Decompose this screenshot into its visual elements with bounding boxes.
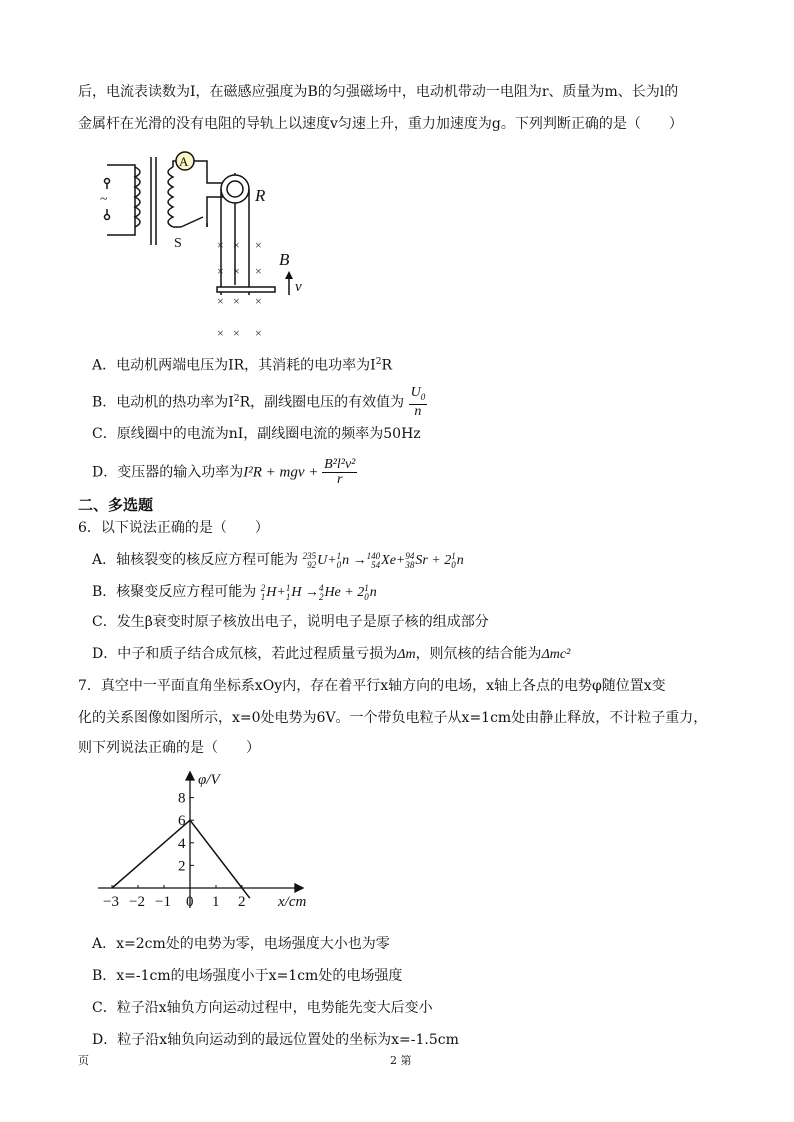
q7-stem-line2: 化的关系图像如图所示，x=0处电势为6V。一个带负电粒子从x=1cm处由静止释放，不计粒子重力， (78, 710, 708, 726)
x-tick-label: 2 (238, 894, 246, 910)
svg-text:×: × (255, 294, 262, 308)
ammeter-label: A (179, 154, 189, 169)
svg-text:×: × (217, 294, 224, 308)
potential-chart (90, 768, 330, 918)
x-tick-label: 0 (186, 894, 194, 910)
svg-text:×: × (255, 238, 262, 252)
x-axis-arrow (295, 884, 303, 892)
q6-option-a[interactable]: A．轴核裂变的核反应方程可能为 235 92 U+ 1 0 n → 140 54 Xe+ 94 38 Sr + 2 1 0 n (92, 550, 464, 570)
svg-text:×: × (217, 238, 224, 252)
source-label: ~ (100, 192, 108, 207)
x-tick-label: −2 (129, 894, 145, 910)
x-tick-label: 1 (212, 894, 220, 910)
circuit-diagram (95, 145, 315, 345)
y-tick-label: 6 (178, 813, 186, 830)
q5-intro-line1: 后，电流表读数为I，在磁感应强度为B的匀强磁场中，电动机带动一电阻为r、质量为m、长为l的 (78, 84, 679, 100)
q5-option-c[interactable]: C．原线圈中的电流为nI，副线圈电流的频率为50Hz (92, 426, 421, 442)
q5-intro-line2: 金属杆在光滑的没有电阻的导轨上以速度v匀速上升，重力加速度为g。下列判断正确的是（ ） (78, 116, 683, 132)
q6-option-b[interactable]: B．核聚变反应方程可能为 2 1 H+ 1 1 H → 4 2 He + 2 1 0 n (92, 582, 377, 602)
q7-option-a[interactable]: A．x=2cm处的电势为零，电场强度大小也为零 (92, 936, 390, 952)
q7-stem-line1: 7．真空中一平面直角坐标系xOy内，存在着平行x轴方向的电场，x轴上各点的电势φ随位置x变 (78, 678, 666, 694)
motor-label: R (255, 186, 266, 205)
field-label: B (279, 250, 290, 269)
y-tick-label: 4 (178, 835, 186, 852)
q6-option-d[interactable]: D．中子和质子结合成氘核，若此过程质量亏损为Δm，则氘核的结合能为Δmc² (92, 646, 571, 662)
svg-text:×: × (255, 264, 262, 278)
svg-text:×: × (233, 326, 240, 340)
svg-text:×: × (233, 264, 240, 278)
x-tick-label: −3 (103, 894, 119, 910)
q6-stem: 6．以下说法正确的是（ ） (78, 520, 269, 536)
svg-text:×: × (255, 326, 262, 340)
x-axis-label: x/cm (278, 894, 307, 910)
q5-option-d[interactable]: D．变压器的输入功率为I²R + mgv + $\frac{\text{B²l²v²}}{r}$ (92, 457, 356, 487)
y-axis-arrow (186, 772, 194, 780)
q7-stem-line3: 则下列说法正确的是（ ） (78, 740, 260, 756)
q5-option-b[interactable]: B．电动机的热功率为$I^2R$，副线圈电压的有效值为 $\frac{U_0}{n}$ (92, 385, 426, 419)
svg-text:×: × (217, 264, 224, 278)
q7-option-b[interactable]: B．x=-1cm的电场强度小于x=1cm处的电场强度 (92, 968, 403, 984)
fusion-equation: 2 1 H+ 1 1 H → 4 2 He + 2 1 0 n (260, 582, 377, 602)
q5-option-a[interactable]: A．电动机两端电压为IR，其消耗的电功率为$I^2R$ (92, 357, 392, 374)
power-fraction: $\frac{\text{B²l²v²}}{r}$ (324, 457, 356, 487)
y-axis-label: φ/V (198, 772, 220, 788)
q7-option-d[interactable]: D．粒子沿x轴负向运动到的最远位置处的坐标为x=-1.5cm (92, 1032, 459, 1048)
svg-text:×: × (233, 294, 240, 308)
q7-option-c[interactable]: C．粒子沿x轴负方向运动过程中，电势能先变大后变小 (92, 1000, 433, 1016)
footer-left: 页 (78, 1054, 89, 1067)
svg-text:×: × (233, 238, 240, 252)
velocity-label: v (295, 279, 302, 295)
svg-text:×: × (217, 326, 224, 340)
y-tick-label: 2 (178, 858, 186, 875)
section-title: 二、多选题 (78, 496, 154, 514)
fission-equation: 235 92 U+ 1 0 n → 140 54 Xe+ 94 38 Sr + 2 1 0 n (302, 550, 464, 570)
footer-page-number: 2 第 (390, 1054, 412, 1067)
voltage-fraction: $\frac{U_0}{n}$ (410, 385, 426, 419)
switch-label: S (174, 236, 182, 251)
q6-option-c[interactable]: C．发生β衰变时原子核放出电子，说明电子是原子核的组成部分 (92, 614, 489, 630)
x-tick-label: −1 (155, 894, 171, 910)
y-tick-label: 8 (178, 790, 186, 807)
